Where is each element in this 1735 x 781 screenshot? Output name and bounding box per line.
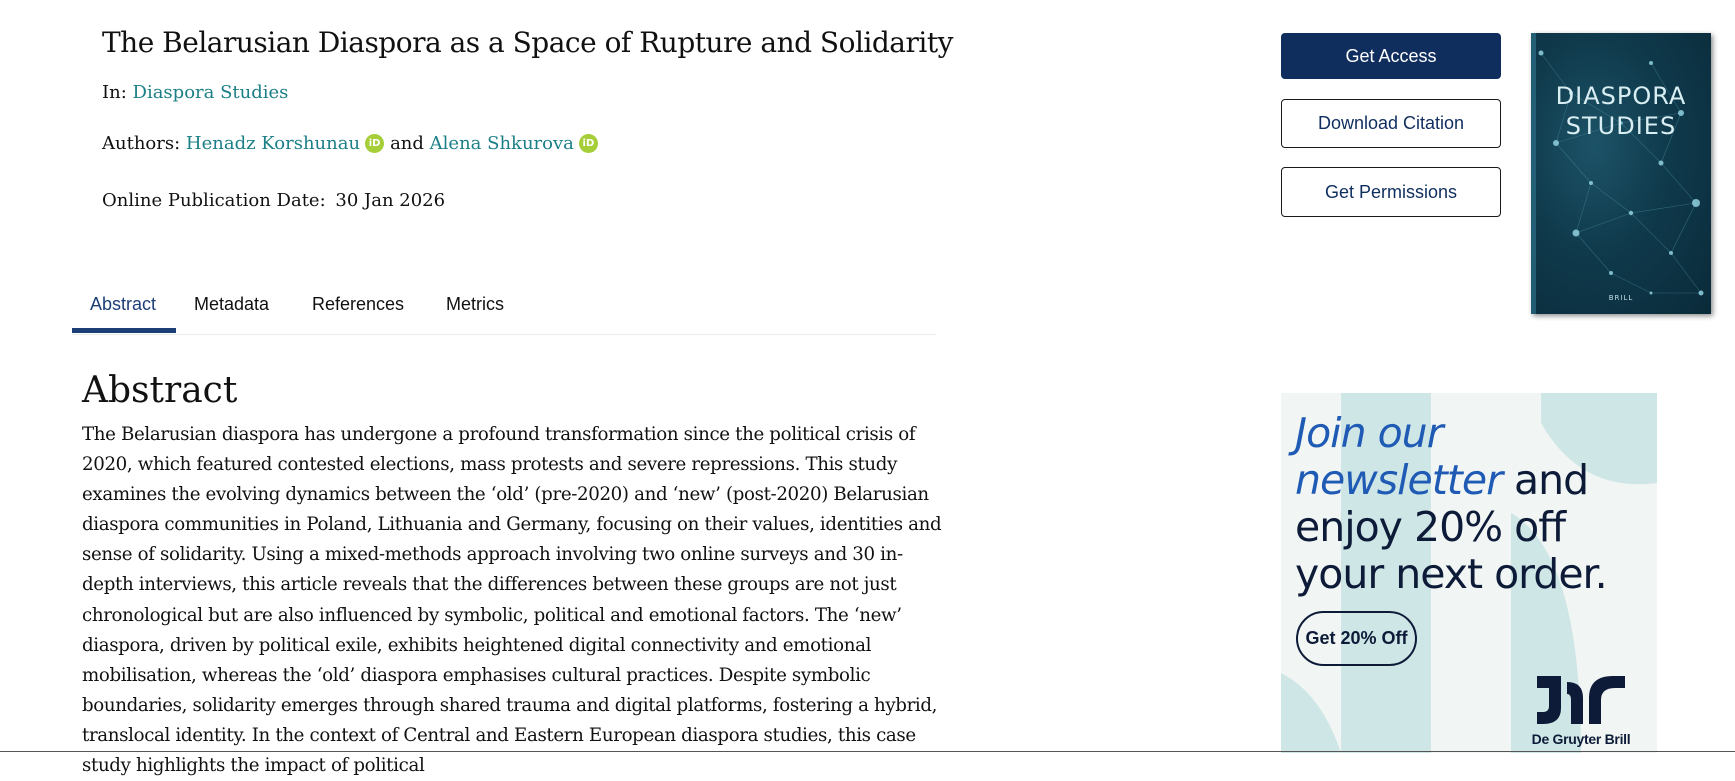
viewport-bottom-divider	[0, 751, 1735, 752]
ad-discount-button[interactable]: Get 20% Off	[1296, 611, 1417, 666]
journal-cover[interactable]	[1531, 33, 1711, 314]
abstract-text: The Belarusian diaspora has undergone a profound transformation since the political crisis of 2020, which featured contested elections, mass protests and severe repressions. This study examines the evolving dynamics between the ‘old’ (pre-2020) and ‘new’ (post-2020) Belarusian diaspora communities in Poland, Lithuania and Germany, focusing on their values, identities and sense of solidarity. Using a mixed-methods approach involving two online surveys and 30 in-depth interviews, this article reveals that the differences between these groups are not just chronological but are also influenced by symbolic, political and emotional factors. The ‘new’ diaspora, driven by political exile, exhibits heightened digital connectivity and emotional mobilisation, whereas the ‘old’ diaspora emphasises cultural practices. Despite symbolic boundaries, solidarity emerges through shared trauma and digital platforms, fostering a hybrid, translocal identity. In the context of Central and Eastern European diaspora studies, this case study highlights the impact of political	[82, 424, 942, 777]
cover-title: DIASPORA STUDIES	[1555, 82, 1687, 140]
authors-line	[102, 133, 604, 154]
article-title: The Belarusian Diaspora as a Space of Rupture and Solidarity	[102, 26, 953, 59]
journal-line	[102, 82, 288, 103]
de-gruyter-brill-logo-icon	[1531, 668, 1631, 728]
download-citation-button[interactable]: Download Citation	[1281, 99, 1501, 148]
tab-metadata[interactable]: Metadata	[194, 294, 270, 314]
tab-abstract[interactable]: Abstract	[90, 294, 157, 314]
publication-date-value: 30 Jan 2026	[335, 190, 446, 211]
tab-metrics[interactable]: Metrics	[446, 294, 504, 314]
ad-headline	[1295, 410, 1655, 598]
article-tabs	[72, 280, 936, 335]
active-tab-indicator	[72, 328, 176, 333]
ad-headline-emphasis: Join our newsletter	[1295, 409, 1502, 504]
ad-logo-text: De Gruyter Brill	[1531, 731, 1631, 747]
newsletter-ad[interactable]	[1281, 393, 1657, 753]
authors-label: Authors:	[102, 133, 181, 154]
abstract-heading: Abstract	[82, 370, 238, 411]
author-joiner: and	[390, 133, 424, 154]
author-link-korshunau[interactable]: Henadz Korshunau	[185, 133, 361, 154]
cover-publisher: BRILL	[1608, 294, 1634, 302]
ad-headline-rest: and enjoy 20% off your next order.	[1295, 456, 1607, 598]
journal-link[interactable]: Diaspora Studies	[132, 82, 289, 103]
publication-date-label: Online Publication Date:	[102, 190, 326, 211]
author-link-shkurova[interactable]: Alena Shkurova	[429, 133, 574, 154]
orcid-icon[interactable]: iD	[579, 134, 598, 153]
get-access-button[interactable]: Get Access	[1281, 33, 1501, 79]
in-label: In:	[102, 82, 127, 103]
orcid-icon[interactable]: iD	[365, 134, 384, 153]
cover-network-graphic	[1531, 33, 1711, 314]
publication-date-line	[102, 190, 445, 211]
tab-references[interactable]: References	[312, 294, 405, 314]
get-permissions-button[interactable]: Get Permissions	[1281, 167, 1501, 217]
